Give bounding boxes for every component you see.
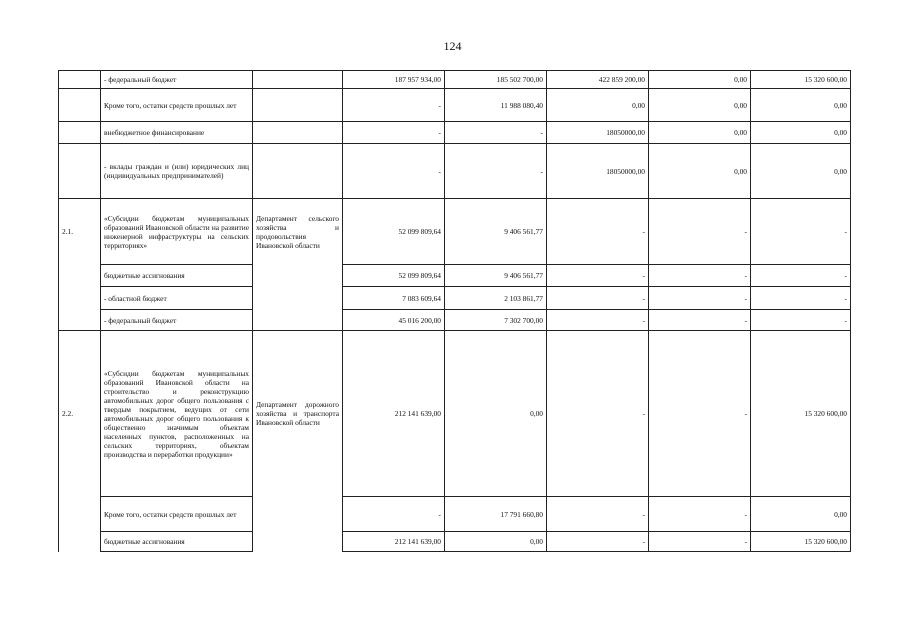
value-cell: - [547, 497, 649, 532]
table-row [59, 199, 851, 265]
executor-cell [253, 89, 343, 122]
row-label: внебюджетное финансирование [101, 122, 253, 144]
row-label: - федеральный бюджет [101, 71, 253, 89]
value-cell: - [547, 532, 649, 552]
table-row [59, 144, 851, 199]
value-cell: 52 099 809,64 [343, 265, 445, 287]
executor-cell: Департамент сельского хозяйства и продовольствия Ивановской области [253, 199, 343, 265]
value-cell: 2 103 861,77 [445, 287, 547, 310]
value-cell: - [751, 310, 851, 331]
value-cell: 18050000,00 [547, 144, 649, 199]
value-cell: 45 016 200,00 [343, 310, 445, 331]
index-cell [59, 265, 101, 287]
value-cell: 0,00 [751, 497, 851, 532]
value-cell: - [547, 265, 649, 287]
executor-cell [253, 265, 343, 287]
value-cell: - [751, 287, 851, 310]
value-cell: - [751, 265, 851, 287]
index-cell [59, 497, 101, 532]
value-cell: 0,00 [649, 71, 751, 89]
value-cell: - [343, 497, 445, 532]
value-cell: 0,00 [649, 122, 751, 144]
value-cell: 0,00 [649, 144, 751, 199]
value-cell: 0,00 [751, 89, 851, 122]
value-cell: - [751, 199, 851, 265]
value-cell: - [649, 331, 751, 497]
table-row [59, 310, 851, 331]
value-cell: 0,00 [547, 89, 649, 122]
value-cell: - [343, 144, 445, 199]
executor-cell [253, 71, 343, 89]
value-cell: 187 957 934,00 [343, 71, 445, 89]
table-row [59, 71, 851, 89]
item-index: 2.1. [59, 199, 101, 265]
row-label: бюджетные ассигнования [101, 265, 253, 287]
row-label: Кроме того, остатки средств прошлых лет [101, 89, 253, 122]
value-cell: 0,00 [445, 331, 547, 497]
value-cell: 9 406 561,77 [445, 199, 547, 265]
item-index: 2.2. [59, 331, 101, 497]
value-cell: - [649, 287, 751, 310]
index-cell [59, 144, 101, 199]
value-cell: 52 099 809,64 [343, 199, 445, 265]
value-cell: 11 988 080,40 [445, 89, 547, 122]
executor-cell [253, 310, 343, 331]
index-cell [59, 310, 101, 331]
value-cell: 7 083 609,64 [343, 287, 445, 310]
value-cell: - [547, 287, 649, 310]
value-cell: - [445, 144, 547, 199]
table-row [59, 497, 851, 532]
executor-cell [253, 497, 343, 532]
table-row [59, 532, 851, 552]
table-row [59, 89, 851, 122]
value-cell: 422 859 200,00 [547, 71, 649, 89]
value-cell: 17 791 660,80 [445, 497, 547, 532]
value-cell: - [547, 331, 649, 497]
row-label: бюджетные ассигнования [101, 532, 253, 552]
value-cell: - [649, 532, 751, 552]
row-label: - областной бюджет [101, 287, 253, 310]
value-cell: 15 320 600,00 [751, 331, 851, 497]
table-row [59, 122, 851, 144]
value-cell: - [649, 310, 751, 331]
value-cell: 0,00 [649, 89, 751, 122]
row-label: - вклады граждан и (или) юридических лиц (индивидуальных предпринимателей) [101, 144, 253, 199]
index-cell [59, 71, 101, 89]
value-cell: 0,00 [445, 532, 547, 552]
row-label: - федеральный бюджет [101, 310, 253, 331]
executor-cell [253, 144, 343, 199]
value-cell: 15 320 600,00 [751, 71, 851, 89]
index-cell [59, 287, 101, 310]
value-cell: 18050000,00 [547, 122, 649, 144]
value-cell: - [547, 199, 649, 265]
value-cell: 9 406 561,77 [445, 265, 547, 287]
value-cell: - [343, 89, 445, 122]
table-row [59, 265, 851, 287]
page-number: 124 [443, 39, 462, 53]
value-cell: 212 141 639,00 [343, 532, 445, 552]
value-cell: - [445, 122, 547, 144]
value-cell: - [649, 199, 751, 265]
index-cell [59, 122, 101, 144]
value-cell: - [649, 265, 751, 287]
value-cell: 0,00 [751, 122, 851, 144]
value-cell: - [343, 122, 445, 144]
table-row [59, 331, 851, 497]
index-cell [59, 532, 101, 552]
row-label: Кроме того, остатки средств прошлых лет [101, 497, 253, 532]
value-cell: - [547, 310, 649, 331]
table-row [59, 287, 851, 310]
row-label: «Субсидии бюджетам муниципальных образований Ивановской области на строительство и реконструкцию автомобильных дорог общего пользования с твердым покрытием, ведущих от сети автомобильных дорог общего пользования к общественно значимым объектам населенных пунктов, расположенных на сельских территориях, объектам производства и переработки продукции» [101, 331, 253, 497]
row-label: «Субсидии бюджетам муниципальных образований Ивановской области на развитие инженерной инфраструктуры на сельских территориях» [101, 199, 253, 265]
index-cell [59, 89, 101, 122]
executor-cell [253, 287, 343, 310]
value-cell: 7 302 700,00 [445, 310, 547, 331]
budget-table [58, 70, 851, 552]
value-cell: 212 141 639,00 [343, 331, 445, 497]
value-cell: 185 502 700,00 [445, 71, 547, 89]
value-cell: - [649, 497, 751, 532]
value-cell: 15 320 600,00 [751, 532, 851, 552]
executor-cell [253, 532, 343, 552]
executor-cell [253, 122, 343, 144]
executor-cell: Департамент дорожного хозяйства и транспорта Ивановской области [253, 331, 343, 497]
value-cell: 0,00 [751, 144, 851, 199]
